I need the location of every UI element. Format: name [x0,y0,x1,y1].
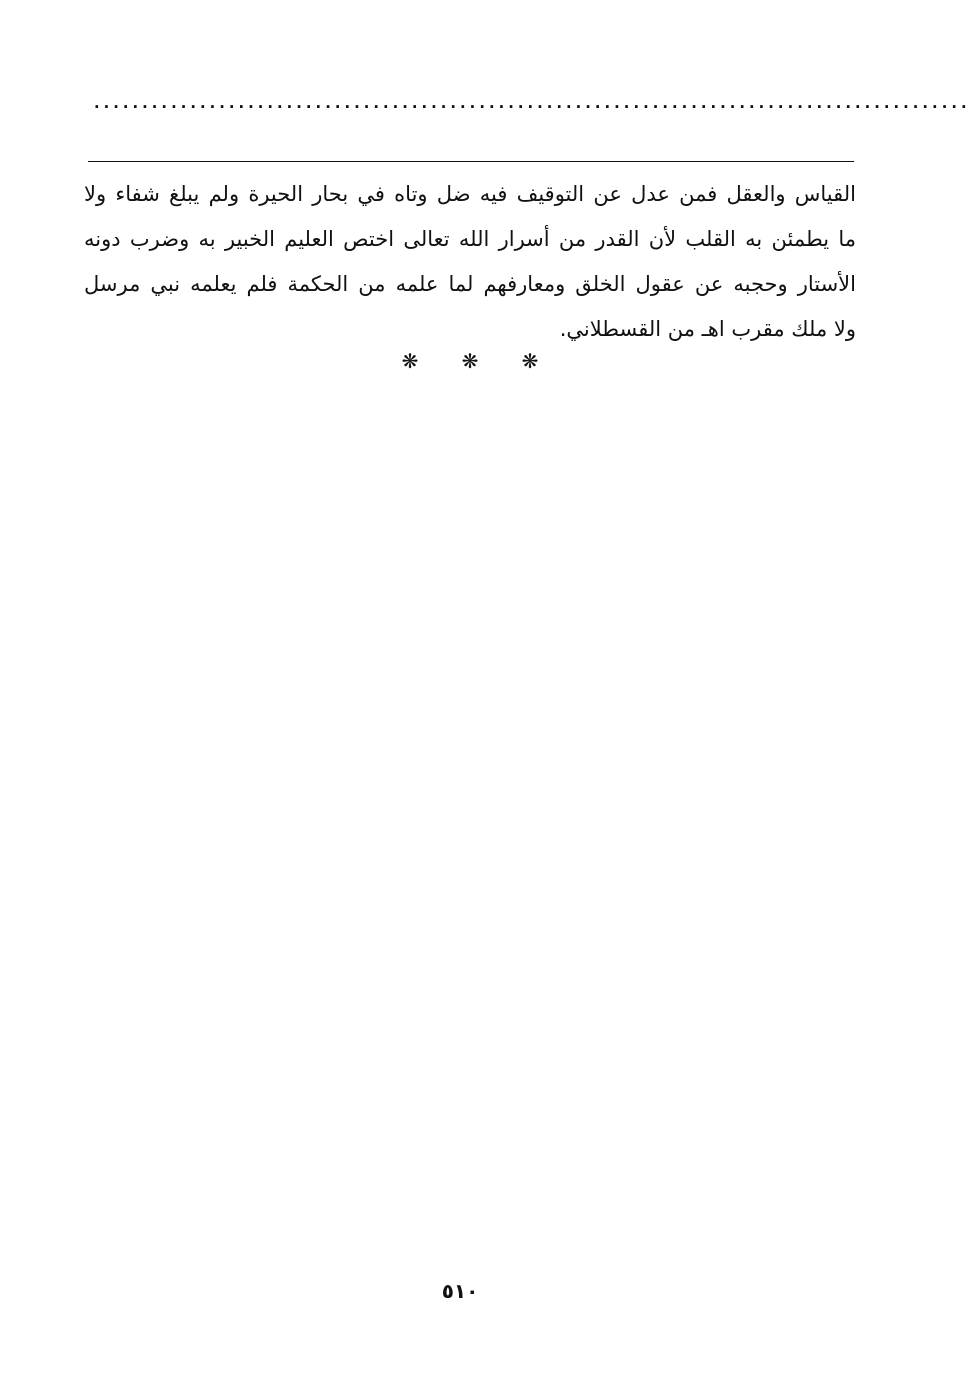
footnote-line-1: القياس والعقل فمن عدل عن التوقيف فيه ضل وتاه في بحار الحيرة ولم يبلغ شفاء ولا [84,182,856,206]
footnote-text [84,172,856,352]
asterism-star-icon: ❋ [461,349,479,373]
footnote-line-4: ولا ملك مقرب اهـ من القسطلاني. [559,317,856,341]
continuation-dots: ........................................................................................... [92,93,969,112]
page-number: ٥١٠ [441,1279,479,1303]
asterism-star-icon: ❋ [401,349,419,373]
footnote-line-2: ما يطمئن به القلب لأن القدر من أسرار الله تعالى اختص العليم الخبير به وضرب دونه [84,227,856,251]
footnote-line-3: الأستار وحجبه عن عقول الخلق ومعارفهم لما علمه من الحكمة فلم يعلمه نبي مرسل [84,272,856,296]
footnote-separator-rule [88,161,854,162]
section-end-ornament [400,346,540,376]
asterism-star-icon: ❋ [521,349,539,373]
